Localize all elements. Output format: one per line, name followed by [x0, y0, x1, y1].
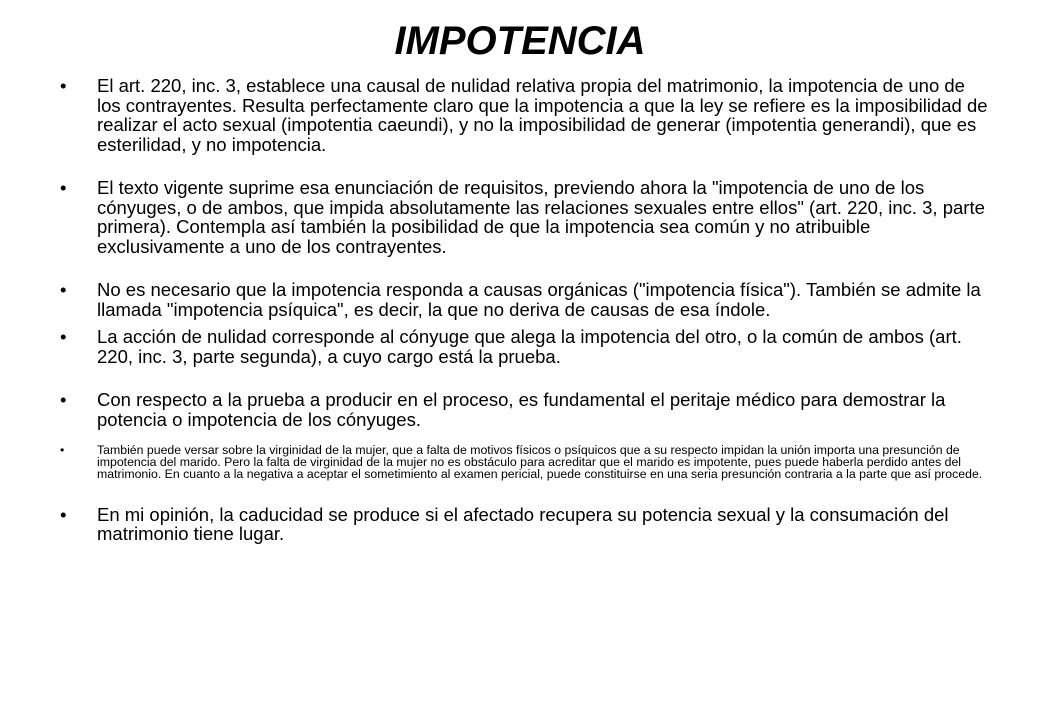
- bullet-item: [60, 505, 990, 544]
- bullet-item: [60, 178, 990, 256]
- bullet-dot-icon: •: [60, 177, 67, 198]
- bullet-dot-icon: •: [60, 503, 67, 525]
- bullet-item: [60, 327, 990, 366]
- bullet-text: El art. 220, inc. 3, establece una causal de nulidad relativa propia del matrimonio, la impotencia de uno de los contrayentes. Resulta perfectamente claro que la impotencia a que la ley se refiere es la imposibilidad de realizar el acto sexual (impotentia caeundi), y no la imposibilidad de generar (impotentia generandi), que es esterilidad, y no impotencia.: [97, 75, 988, 155]
- bullet-text: No es necesario que la impotencia responda a causas orgánicas ("impotencia física"). También se admite la llamada "impotencia psíquica", es decir, la que no deriva de causas de esa índole.: [97, 279, 981, 320]
- bullet-text: El texto vigente suprime esa enunciación de requisitos, previendo ahora la "impotencia de uno de los cónyuges, o de ambos, que impida absolutamente las relaciones sexuales entre ellos" (art. 220, inc. 3, parte primera). Contempla así también la posibilidad de que la impotencia sea común y no atribuible exclusivamente a uno de los contrayentes.: [97, 177, 985, 257]
- bullet-dot-icon: •: [60, 279, 67, 300]
- bullet-item: [60, 280, 990, 319]
- bullet-item-small: [60, 444, 990, 481]
- bullet-item: [60, 76, 990, 154]
- bullet-dot-icon: •: [60, 443, 65, 457]
- bullet-text: La acción de nulidad corresponde al cónyuge que alega la impotencia del otro, o la común de ambos (art. 220, inc. 3, parte segunda), a cuyo cargo está la prueba.: [97, 326, 962, 367]
- bullet-dot-icon: •: [60, 75, 67, 96]
- slide-title: IMPOTENCIA: [394, 19, 646, 63]
- bullet-item: [60, 390, 990, 429]
- bullet-text: Con respecto a la prueba a producir en el proceso, es fundamental el peritaje médico para demostrar la potencia o impotencia de los cónyuges.: [97, 389, 946, 430]
- bullet-dot-icon: •: [60, 389, 67, 410]
- bullet-text: También puede versar sobre la virginidad de la mujer, que a falta de motivos físicos o psíquicos que a su respecto impidan la unión importa una presunción de impotencia del marido. Pero la falta de virginidad de la mujer no es obstáculo para acreditar que el marido es impotente, pues puede haberla perdido antes del matrimonio. En cuanto a la negativa a aceptar el sometimiento al examen pericial, puede constituirse en una seria presunción contraria a la parte que así procede.: [97, 443, 983, 482]
- bullet-text: En mi opinión, la caducidad se produce si el afectado recupera su potencia sexual y la consumación del matrimonio tiene lugar.: [97, 503, 949, 545]
- bullet-dot-icon: •: [60, 326, 67, 347]
- bullet-list: [60, 76, 990, 544]
